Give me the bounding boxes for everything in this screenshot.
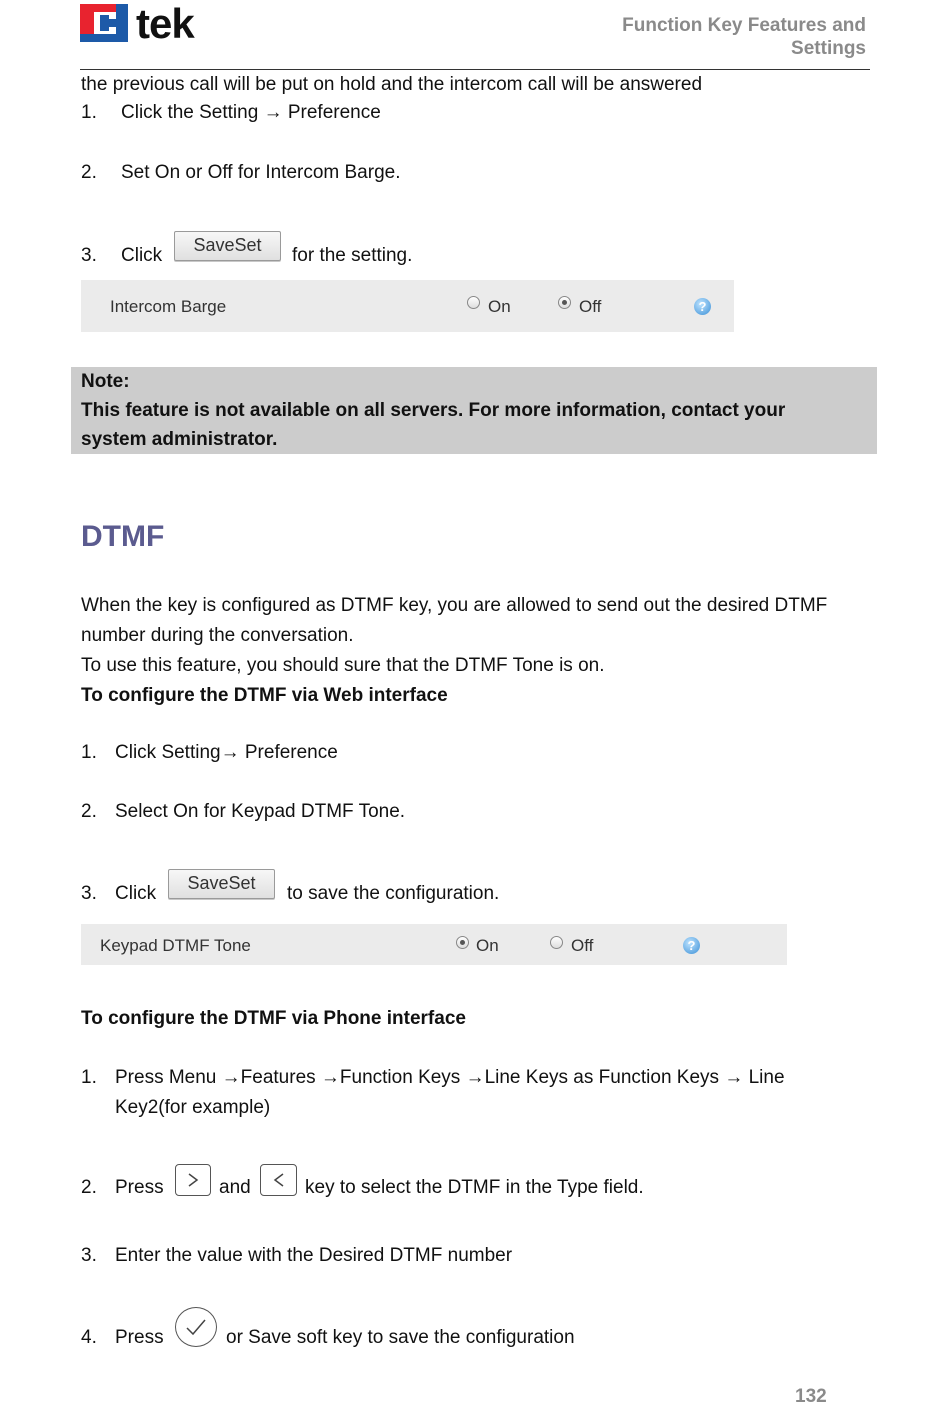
keypad-dtmf-off-radio[interactable] [550,936,563,949]
header-divider [80,69,870,70]
note-box [71,367,877,454]
intercom-barge-label: Intercom Barge [110,297,227,316]
intercom-step2-text: Set On or Off for Intercom Barge. [121,162,401,183]
help-icon[interactable]: ? [694,298,711,315]
web-step2-text: Select On for Keypad DTMF Tone. [115,801,406,822]
phone-step2-pre: Press [115,1177,164,1198]
phone-step1-line2: Key2(for example) [115,1097,271,1118]
dtmf-section-title: DTMF [81,520,165,553]
intercom-barge-off-radio[interactable] [558,296,571,309]
phone-step3-text: Enter the value with the Desired DTMF number [115,1245,513,1266]
phone-interface-heading: To configure the DTMF via Phone interface [81,1008,466,1029]
intercom-step3-pre: Click [121,245,163,266]
left-arrow-key-icon [260,1164,297,1196]
header-title-line2: Settings [791,38,866,59]
header-title-line1: Function Key Features and [622,15,866,36]
phone-step2-number: 2. [81,1177,97,1198]
web-interface-heading: To configure the DTMF via Web interface [81,685,448,706]
help-icon-2[interactable]: ? [683,937,700,954]
keypad-dtmf-off-label: Off [571,936,594,955]
dtmf-para2: To use this feature, you should sure that the DTMF Tone is on. [81,655,605,676]
phone-step2-post: key to select the DTMF in the Type field. [305,1177,644,1198]
keypad-dtmf-on-radio[interactable] [456,936,469,949]
intercom-step2-number: 2. [81,162,97,183]
intercom-step1-number: 1. [81,102,97,123]
phone-step4-post: or Save soft key to save the configuration [226,1327,575,1348]
web-step3-number: 3. [81,883,97,904]
intercom-step3-number: 3. [81,245,97,266]
intercom-step1-text: Click the Setting → Preference [121,102,381,123]
intercom-barge-row [81,280,734,332]
keypad-dtmf-tone-row [81,924,787,965]
web-step1-text: Click Setting→ Preference [115,742,338,763]
right-arrow-key-icon [175,1164,211,1196]
phone-step2-mid: and [219,1177,251,1198]
web-step3-post: to save the configuration. [287,883,500,904]
svg-text:tek: tek [136,4,194,42]
intercom-step3-post: for the setting. [292,245,413,266]
web-step2-number: 2. [81,801,97,822]
htek-logo [80,4,252,42]
header-title [622,14,866,60]
note-line2: system administrator. [81,429,278,450]
page-number: 132 [795,1386,827,1407]
intercom-barge-on-label: On [488,297,511,316]
note-line1: This feature is not available on all servers. For more information, contact your [81,400,786,421]
saveset-button-image-2: SaveSet [168,869,275,899]
intercom-barge-on-radio[interactable] [467,296,480,309]
phone-step3-number: 3. [81,1245,97,1266]
note-heading: Note: [81,371,130,392]
intercom-barge-off-label: Off [579,297,602,316]
phone-step1-number: 1. [81,1067,97,1088]
phone-step4-number: 4. [81,1327,97,1348]
web-step3-pre: Click [115,883,157,904]
keypad-dtmf-on-label: On [476,936,499,955]
web-step1-number: 1. [81,742,97,763]
phone-step1-line1: Press Menu →Features →Function Keys →Line Keys as Function Keys → Line [115,1067,785,1088]
dtmf-para1-line2: number during the conversation. [81,625,354,646]
intro-line: the previous call will be put on hold and the intercom call will be answered [81,74,703,95]
dtmf-para1-line1: When the key is configured as DTMF key, you are allowed to send out the desired DTMF [81,595,828,616]
saveset-button-image: SaveSet [174,231,281,261]
phone-step4-pre: Press [115,1327,164,1348]
keypad-dtmf-tone-label: Keypad DTMF Tone [100,936,251,955]
ok-key-icon [175,1307,217,1347]
